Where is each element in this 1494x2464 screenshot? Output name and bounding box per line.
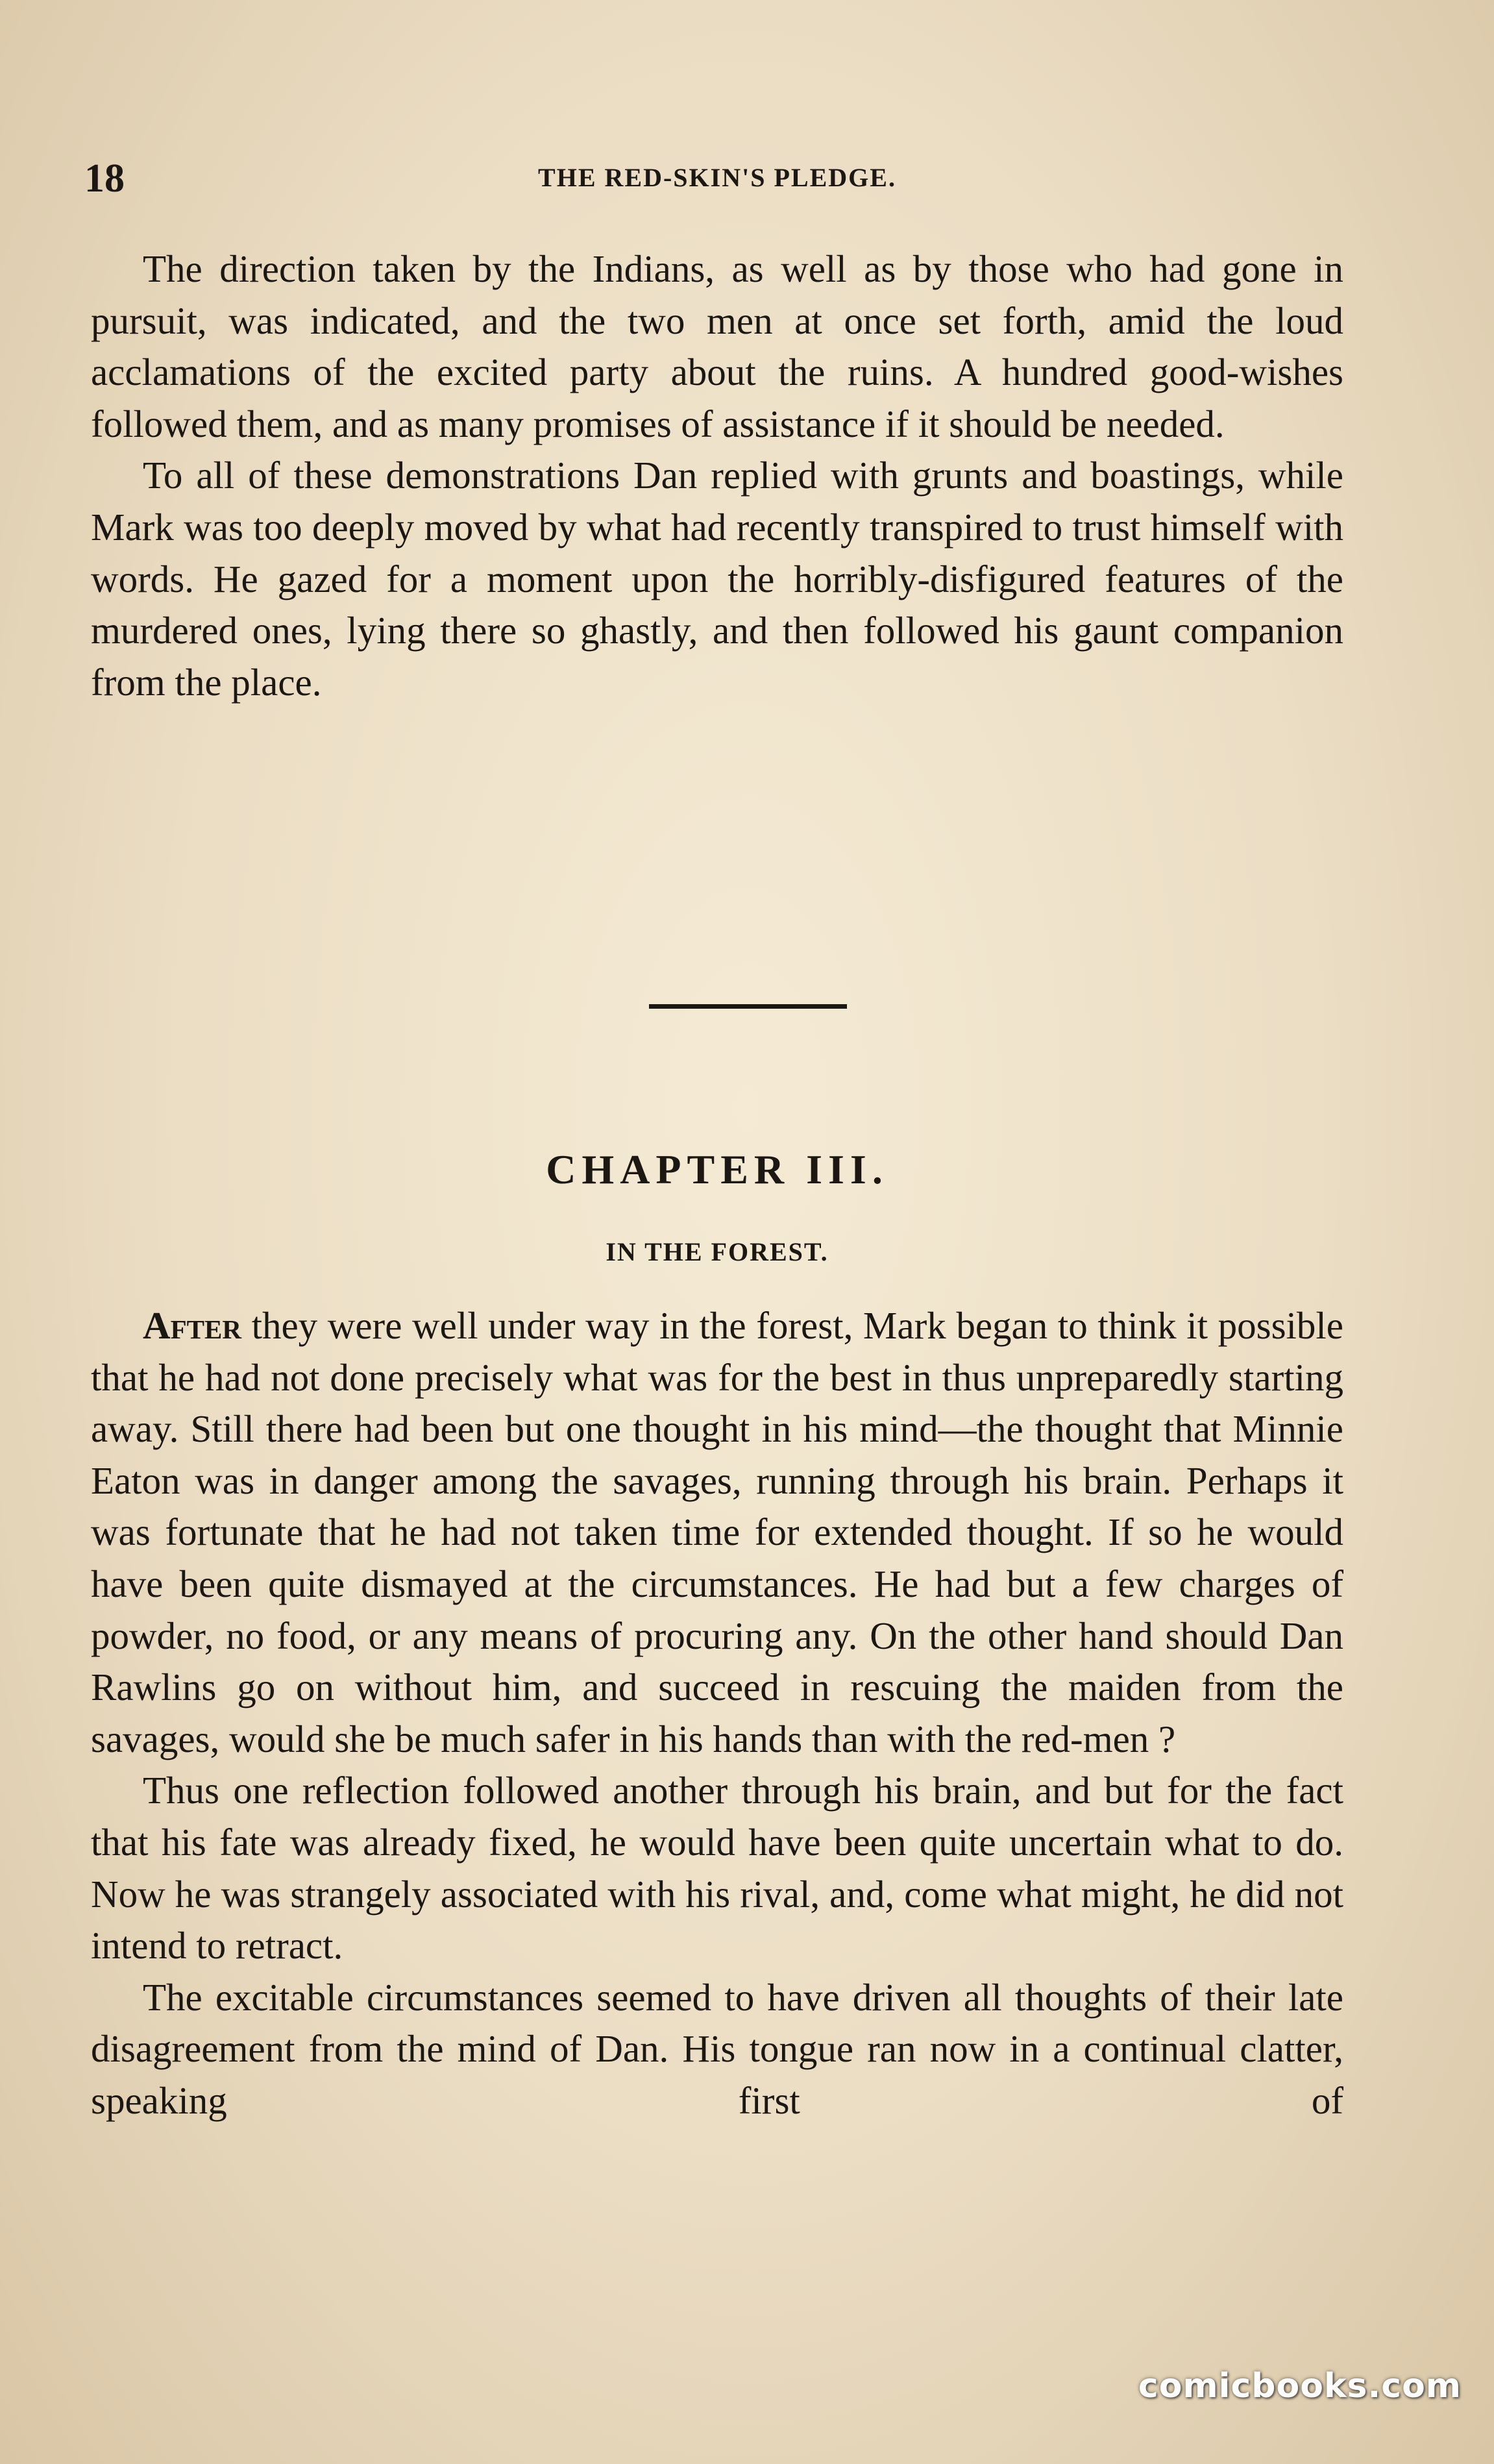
paragraph: The direction taken by the Indians, as well as by those who had gone in pursuit, was indicated, and the two men at once set forth, amid the loud acclamations of the excited party about the ruins. A hundred good-wishes followed them, and as many promises of assistance if it should be needed.: [91, 247, 1343, 445]
paragraph: The excitable circumstances seemed to have driven all thoughts of their late disagreement from the mind of Dan. His tongue ran now in a continual clatter, speaking first of: [91, 1975, 1343, 2122]
paragraph-text: they were well under way in the forest, Mark began to think it possible that he had not done precisely what was for the best in thus unpreparedly starting away. Still there had been but one thought in his mind—the thought that Minnie Eaton was in danger among the savages, running through his brain. Perhaps it was fortunate that he had not taken time for extended thought. If so he would have been quite dismayed at the circumstances. He had but a few charges of powder, no food, or any means of procuring any. On the other hand should Dan Rawlins go on without him, and succeed in rescuing the maiden from the savages, would she be much safer in his hands than with the red-men ?: [91, 1304, 1343, 1760]
top-text-block: [91, 243, 1343, 708]
chapter-title: CHAPTER III.: [546, 1146, 888, 1192]
drop-word: After: [143, 1304, 241, 1347]
watermark: comicbooks.com: [1138, 2367, 1462, 2406]
chapter-text-block: [91, 1300, 1343, 2127]
paragraph: [91, 1300, 1343, 1765]
page-number: 18: [84, 156, 125, 201]
paragraph: To all of these demonstrations Dan replied with grunts and boastings, while Mark was too deeply moved by what had recently transpired to trust himself with words. He gazed for a moment upon the horribly-disfigured features of the murdered ones, lying there so ghastly, and then followed his gaunt companion from the place.: [91, 454, 1343, 704]
running-head: THE RED-SKIN'S PLEDGE.: [538, 163, 896, 192]
paragraph: Thus one reflection followed another through his brain, and but for the fact that his fate was already fixed, he would have been quite uncertain what to do. Now he was strangely associated with his rival, and, come what might, he did not intend to retract.: [91, 1769, 1343, 1967]
section-divider: [649, 1004, 847, 1009]
chapter-subtitle: IN THE FOREST.: [606, 1237, 829, 1266]
page-header: [84, 156, 1350, 201]
